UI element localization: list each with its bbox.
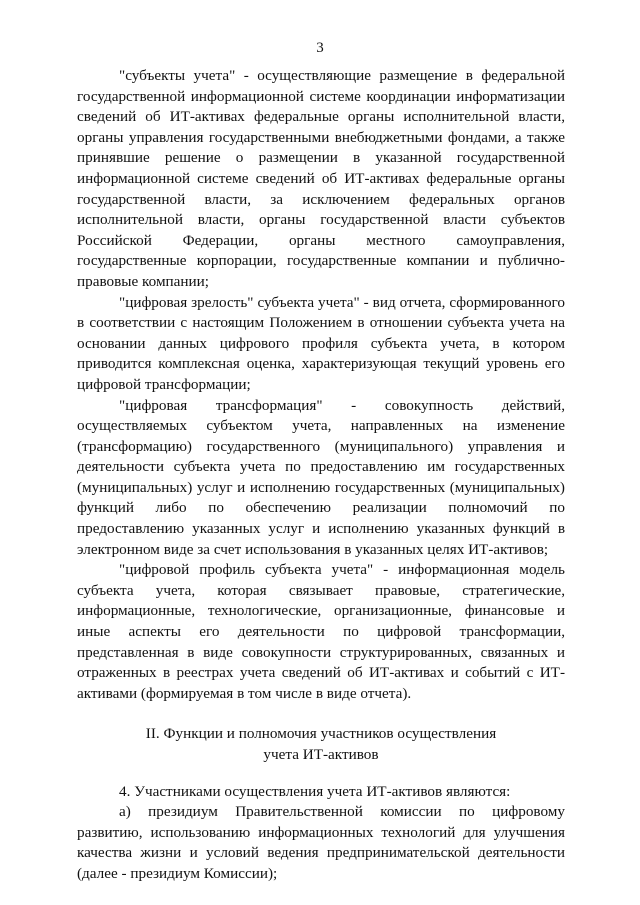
section-heading-line-1: II. Функции и полномочия участников осуществления xyxy=(145,725,497,743)
definition-digital-transformation: "цифровая трансформация" - совокупность действий, осуществляемых субъектом учета, направленных на изменение (трансформацию) государственного (муниципального) управления и деятельности субъекта учета по предоставлению им государственных (муниципальных) услуг и исполнению государственных (муниципальных) функций либо по обеспечению реализации полномочий по предоставлению указанных услуг и исполнению указанных функций в электронном виде за счет использования в указанных целях ИТ-активов; xyxy=(77,396,565,558)
clause-4-item-a: а) президиум Правительственной комиссии по цифровому развитию, использованию информационных технологий для улучшения качества жизни и условий ведения предпринимательской деятельности (далее - президиум Комиссии); xyxy=(77,803,565,882)
definition-digital-profile: "цифровой профиль субъекта учета" - информационная модель субъекта учета, которая связывает правовые, стратегические, информационные, технологические, организационные, финансовые и иные аспекты его деятельности по цифровой трансформации, представленная в виде совокупности структурированных, связанных и отраженных в реестрах учета сведений об ИТ-активах и событий с ИТ-активами (формируемая в том числе в виде отчета). xyxy=(77,561,565,702)
page-number: 3 xyxy=(316,40,324,56)
section-heading xyxy=(77,724,565,765)
section-heading-line-2: учета ИТ-активов xyxy=(263,746,379,763)
definition-subjects-of-accounting: "субъекты учета" - осуществляющие размещение в федеральной государственной информационной системе координации информатизации сведений об ИТ-активах федеральные органы исполнительной власти, органы управления государственными внебюджетными фондами, а также принявшие решение о размещении в указанной государственной информационной системе сведений об ИТ-активах федеральные органы государственной власти, за исключением федеральных органов исполнительной власти, органы государственной власти субъектов Российской Федерации, органы местного самоуправления, государственные корпорации, государственные компании и публично-правовые компании; xyxy=(77,67,565,290)
document-body xyxy=(77,66,565,885)
clause-4-intro: 4. Участниками осуществления учета ИТ-активов являются: xyxy=(119,782,511,800)
definition-digital-maturity: "цифровая зрелость" субъекта учета" - вид отчета, сформированного в соответствии с настоящим Положением в отношении субъекта учета на основании данных цифрового профиля субъекта учета, в котором приводится комплексная оценка, характеризующая текущий уровень его цифровой трансформации; xyxy=(77,293,565,393)
